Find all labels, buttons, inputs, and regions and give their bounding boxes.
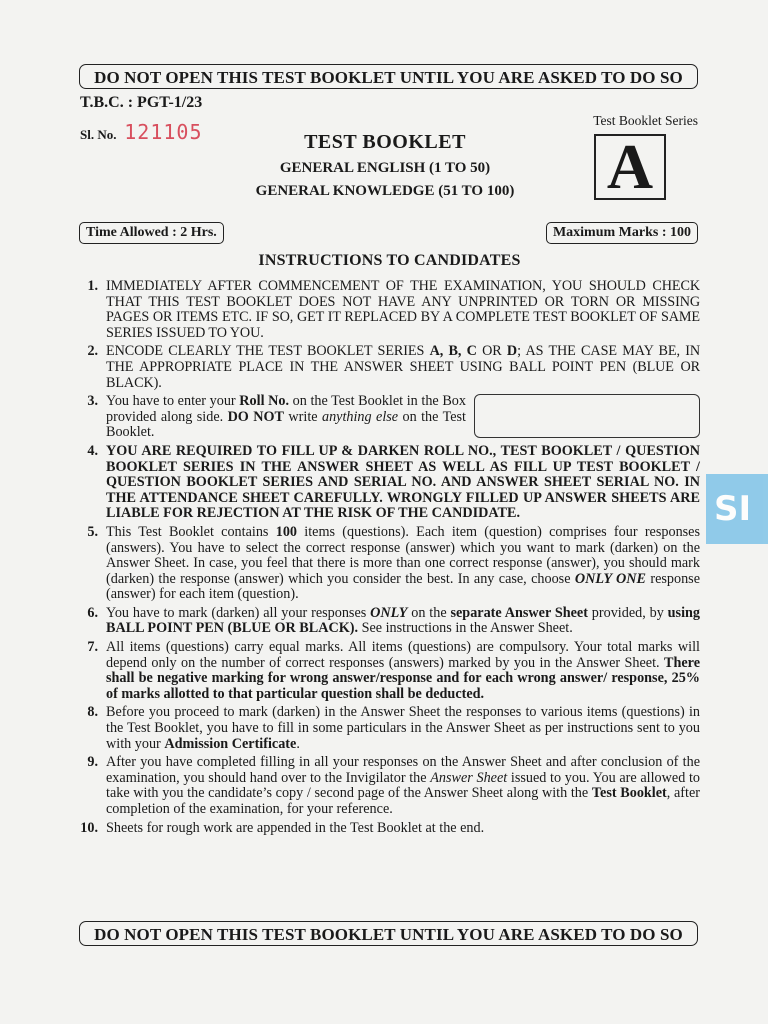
instruction-text: provided, by xyxy=(587,604,668,621)
instruction-bold: A, B, C xyxy=(429,343,477,360)
item-number: 10. xyxy=(80,819,98,836)
instruction-text: YOU ARE REQUIRED TO FILL UP & DARKEN ROLL NO., TEST BOOKLET / QUESTION BOOKLET SERIES IN THE ANSWER SHEET AS WELL AS FILL UP TEST BOOKLET / QUESTION BOOKLET SERIES AND SERIAL NO. AND ANSWER SHEET SERIAL NO. IN THE ATTENDANCE SHEET CAREFULLY. WRONGLY FILLED UP ANSWER SHEETS ARE LIABLE FOR REJECTION AT THE RISK OF THE CANDIDATE. xyxy=(106,442,700,522)
instruction-text: ENCODE CLEARLY THE TEST BOOKLET SERIES xyxy=(106,343,430,360)
serial-label: Sl. No. xyxy=(80,127,117,142)
instruction-bold: Test Booklet xyxy=(591,785,667,802)
instruction-3 xyxy=(72,394,700,441)
item-number: 9. xyxy=(87,754,98,771)
instruction-text: issued to you. You are allowed to take with you the candidate’s copy / second page of the Answer Sheet along with the xyxy=(106,769,700,802)
item-number: 8. xyxy=(87,704,98,721)
instruction-text: After you have completed filling in all your responses on the Answer Sheet and after conclusion of the examination, you should hand over to the Invigilator the xyxy=(106,754,700,786)
bottom-warning-banner: DO NOT OPEN THIS TEST BOOKLET UNTIL YOU ARE ASKED TO DO SO xyxy=(79,921,698,946)
instructions-heading: INSTRUCTIONS TO CANDIDATES xyxy=(258,252,521,269)
instruction-2 xyxy=(72,344,700,391)
instruction-text: You have to enter your xyxy=(106,393,240,410)
instruction-text: OR xyxy=(476,343,507,360)
instruction-6 xyxy=(72,606,700,637)
series-letter-box: A xyxy=(594,134,666,200)
instruction-italic: Answer Sheet xyxy=(430,769,508,786)
side-logo-sticker: SI xyxy=(706,474,768,544)
instruction-10 xyxy=(72,821,700,837)
instruction-bold: using BALL POINT PEN (BLUE OR BLACK). xyxy=(106,604,700,637)
item-number: 5. xyxy=(87,523,98,540)
subtitle-gk: GENERAL KNOWLEDGE (51 TO 100) xyxy=(255,183,515,199)
instruction-8 xyxy=(72,705,700,752)
instruction-4 xyxy=(72,444,700,522)
instruction-text: See instructions in the Answer Sheet. xyxy=(358,620,573,637)
instruction-text: This Test Booklet contains xyxy=(106,523,276,540)
serial-value: 121105 xyxy=(124,120,203,144)
instruction-text: All items (questions) carry equal marks. All items (questions) are compulsory. Your total marks will depend only on the number of correct responses (answers) marked by you in the Answer Sheet. xyxy=(106,639,700,671)
instruction-text: write xyxy=(284,408,322,425)
time-allowed: Time Allowed : 2 Hrs. xyxy=(79,222,224,244)
instruction-text: . xyxy=(296,735,300,752)
instruction-bold: DO NOT xyxy=(227,408,284,425)
instruction-text: Sheets for rough work are appended in the Test Booklet at the end. xyxy=(106,819,485,836)
instructions-list xyxy=(72,279,700,839)
instruction-text: , after completion of the examination, for your reference. xyxy=(106,785,700,817)
tbc-code: T.B.C. : PGT-1/23 xyxy=(80,94,203,111)
instruction-text: items (questions). Each item (question) comprises four responses (answers). You have to select the correct response (answer) which you want to mark (darken) on the Answer Sheet. In case, you feel that there is more than one correct response (answer), you should mark (darken) the response (answer) which you consider the best. In any case, choose xyxy=(106,523,700,587)
instruction-7 xyxy=(72,640,700,702)
top-warning-banner: DO NOT OPEN THIS TEST BOOKLET UNTIL YOU ARE ASKED TO DO SO xyxy=(79,64,698,89)
instruction-text: Before you proceed to mark (darken) in the Answer Sheet the responses to various items (questions) in the Test Booklet, you have to fill in some particulars in the Answer Sheet as per instructions sent to you with your xyxy=(106,704,700,752)
item-number: 4. xyxy=(87,442,98,459)
item-number: 7. xyxy=(87,639,98,656)
instruction-bold-italic: ONLY xyxy=(370,604,408,621)
instruction-text: You have to mark (darken) all your responses xyxy=(106,604,371,621)
roll-number-box[interactable] xyxy=(474,394,700,438)
instruction-bold: D xyxy=(506,343,518,360)
item-number: 3. xyxy=(87,393,98,410)
instruction-5 xyxy=(72,525,700,603)
instruction-bold: Roll No. xyxy=(239,393,290,410)
instruction-bold: There shall be negative marking for wrong answer/response and for each wrong answer/ response, 25% of marks allotted to that particular question shall be deducted. xyxy=(106,654,700,702)
instruction-italic: anything else xyxy=(321,408,399,425)
instruction-bold: Admission Certificate xyxy=(164,735,297,752)
subtitle-english: GENERAL ENGLISH (1 TO 50) xyxy=(279,160,491,176)
instruction-text: on the xyxy=(407,604,451,621)
instruction-text: response (answer) for each item (question). xyxy=(106,570,700,603)
instruction-text: on the Test Booklet. xyxy=(106,408,467,441)
booklet-title: TEST BOOKLET xyxy=(304,131,466,153)
serial-number xyxy=(80,120,202,144)
instruction-1 xyxy=(72,279,700,341)
series-label: Test Booklet Series xyxy=(593,113,698,128)
instruction-text: IMMEDIATELY AFTER COMMENCEMENT OF THE EXAMINATION, YOU SHOULD CHECK THAT THIS TEST BOOKLET DOES NOT HAVE ANY UNPRINTED OR TORN OR MISSING PAGES OR ITEMS ETC. IF SO, GET IT REPLACED BY A COMPLETE TEST BOOKLET OF SAME SERIES ISSUED TO YOU. xyxy=(106,278,700,341)
maximum-marks: Maximum Marks : 100 xyxy=(546,222,698,244)
instruction-bold: separate Answer Sheet xyxy=(450,604,588,621)
item-number: 1. xyxy=(87,278,98,294)
item-number: 6. xyxy=(87,604,98,621)
instruction-text: ; AS THE CASE MAY BE, IN THE APPROPRIATE PLACE IN THE ANSWER SHEET USING BALL POINT PEN (BLUE OR BLACK). xyxy=(106,343,701,391)
instruction-9 xyxy=(72,755,700,817)
instruction-bold: 100 xyxy=(275,523,298,540)
item-number: 2. xyxy=(87,343,98,360)
instruction-bold-italic: ONLY ONE xyxy=(574,570,646,587)
instruction-text: on the Test Booklet in the Box provided along side. xyxy=(106,393,466,425)
